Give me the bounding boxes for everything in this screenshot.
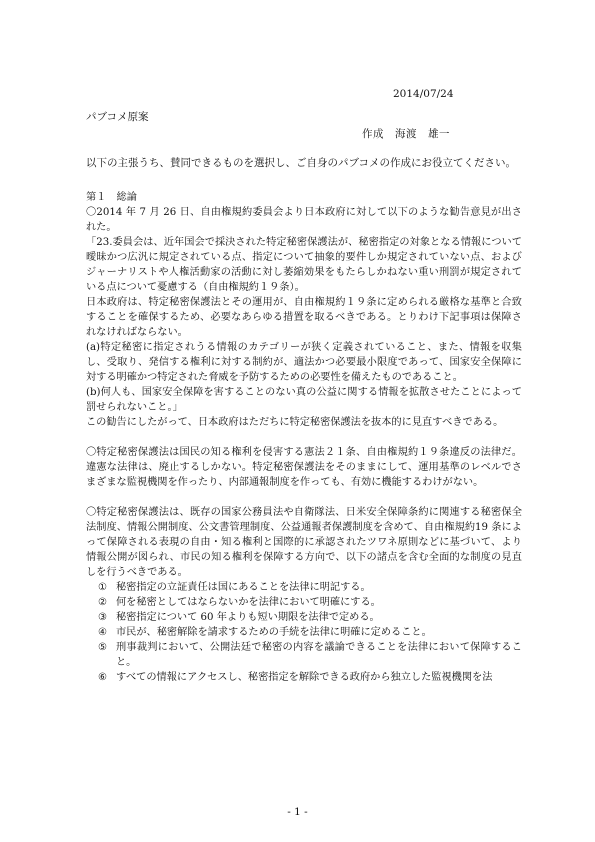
list-text: 秘密指定の立証責任は国にあることを法律に明記する。 [116, 582, 371, 593]
page-number: - 1 - [287, 806, 308, 818]
list-item [86, 610, 522, 625]
paragraph: 日本政府は、特定秘密保護法とその運用が、自由権規約１９条に定められる厳格な基準と合致することを確保するため、必要なあらゆる措置を取るべきである。とりわけ下記事項は保障されなければならない。 [86, 297, 522, 338]
paragraph: 〇特定秘密保護法は、既存の国家公務員法や自衛隊法、日米安全保障条約に関連する秘密保全法制度、情報公開制度、公文書管理制度、公益通報者保護制度を含めて、自由権規約19 条によって保障される表現の自由・知る権利と国際的に承認されたツワネ原則などに基づいて、より情報公開が図られ、市民の知る権利を保障する方向で、以下の諸点を含む全面的な制度の見直しを行うべきである。 [86, 507, 522, 578]
document-author: 作成 海渡 雄一 [362, 128, 450, 140]
list-item [86, 670, 522, 685]
list-item [86, 595, 522, 610]
spacer [86, 490, 522, 505]
list-number: ④ [98, 627, 108, 638]
list-item [86, 625, 522, 640]
list-number: ⑥ [98, 672, 108, 683]
spacer [86, 430, 522, 445]
document-body [86, 190, 522, 685]
list-item [86, 580, 522, 595]
list-text: 市民が、秘密解除を請求するための手続を法律に明確に定めること。 [116, 627, 432, 638]
section-heading: 第１ 総論 [86, 192, 137, 203]
paragraph: この勧告にしたがって、日本政府はただちに特定秘密保護法を抜本的に見直すべきである。 [86, 417, 504, 428]
paragraph: 〇2014 年 7 月 26 日、自由権規約委員会より日本政府に対して以下のような勧告意見が出された。 [86, 207, 522, 233]
numbered-list [86, 580, 522, 685]
list-number: ① [98, 582, 108, 593]
document-title: パブコメ原案 [86, 111, 149, 123]
list-text: 刑事裁判において、公開法廷で秘密の内容を議論できることを法律において保障すること。 [116, 642, 522, 668]
paragraph: (b)何人も、国家安全保障を害することのない真の公益に関する情報を拡散させたことによって罰せられないこと。」 [86, 387, 522, 413]
list-item [86, 640, 522, 670]
list-number: ③ [98, 612, 108, 623]
list-text: すべての情報にアクセスし、秘密指定を解除できる政府から独立した監視機関を法 [116, 672, 493, 683]
list-number: ⑤ [98, 642, 108, 653]
paragraph: (a)特定秘密に指定されうる情報のカテゴリーが狭く定義されていること、また、情報を収集し、受取り、発信する権利に対する制約が、適法かつ必要最小限度であって、国家安全保障に対する明確かつ特定された脅威を予防するための必要性を備えたものであること。 [86, 342, 522, 383]
list-text: 秘密指定について 60 年よりも短い期限を法律で定める。 [116, 612, 380, 623]
document-date: 2014/07/24 [393, 88, 454, 100]
intro-text: 以下の主張うち、賛同できるものを選択し、ご自身のパブコメの作成にお役立てください。 [86, 157, 516, 169]
list-text: 何を秘密としてはならないかを法律において明確にする。 [116, 597, 381, 608]
paragraph: 〇特定秘密保護法は国民の知る権利を侵害する憲法２１条、自由権規約１９条違反の法律だ。違憲な法律は、廃止するしかない。特定秘密保護法をそのままにして、運用基準のレベルでさまざまな監視機関を作ったり、内部通報制度を作っても、有効に機能するわけがない。 [86, 447, 522, 488]
list-number: ② [98, 597, 108, 608]
paragraph: 「23.委員会は、近年国会で採決された特定秘密保護法が、秘密指定の対象となる情報について曖昧かつ広汎に規定されている点、指定について抽象的要件しか規定されていない点、およびジャーナリストや人権活動家の活動に対し萎縮効果をもたらしかねない重い刑罰が規定されている点について憂慮する（自由権規約１９条）。 [86, 237, 522, 293]
